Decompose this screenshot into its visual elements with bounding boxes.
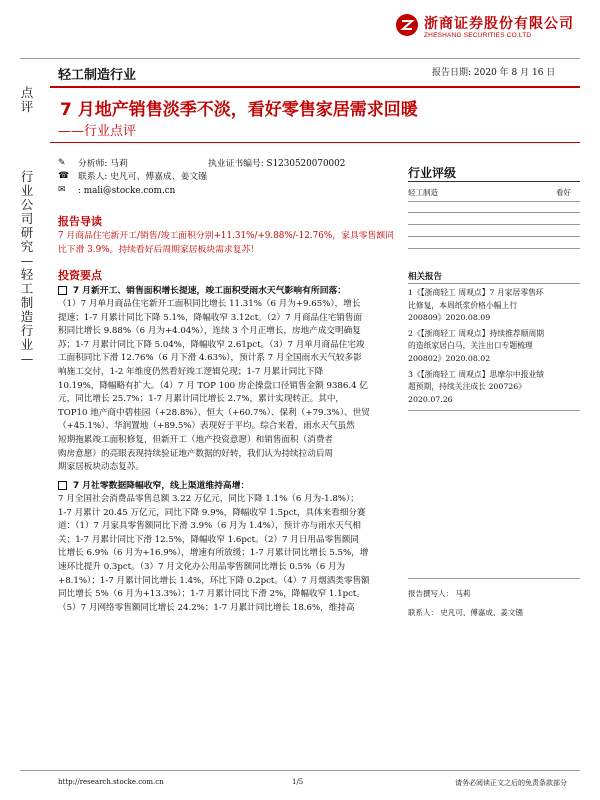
bullet-1-line: 积同比增长 9.88%（6 月为+4.04%），连续 3 个月正增长，房地产成交明确复	[58, 326, 361, 337]
author-rule	[408, 578, 580, 579]
bullet-2-line: +8.1%）；1-7 月累计同比增长 1.4%，环比下降 0.2pct。（4）7 月烟酒类零售额	[58, 575, 370, 586]
guide-heading: 报告导读	[58, 215, 102, 228]
side-label: 点评	[20, 85, 34, 114]
page-number: 1/5	[292, 778, 304, 786]
bullet-1-line: 短期拖累竣工面积修复，但新开工（地产投资意愿）和销售面积（消费者	[58, 434, 334, 445]
footer-rule	[20, 770, 580, 771]
title-bottom-rule	[50, 142, 580, 143]
related-item-line: 200809》2020.08.09	[408, 313, 491, 323]
header-rule	[20, 58, 580, 59]
bullet-1-line: 元，同比增长 25.7%；1-7 月累计同比增长 2.7%，累计实现转正。其中，	[58, 394, 345, 405]
sidebar-rule-1	[408, 212, 580, 213]
rating-title: 行业评级	[408, 166, 457, 180]
bullet-2-line: 关；1-7 月累计同比下滑 12.5%，降幅收窄 1.6pct。（2）7 月日用品零售额同	[58, 534, 359, 545]
rating-rule-top	[408, 181, 580, 182]
email-icon: ✉	[58, 185, 66, 195]
report-author: 报告撰写人： 马莉	[408, 589, 471, 598]
bullet-2-line: 1-7 月累计 20.45 万亿元，同比下降 9.9%，降幅收窄 1.5pct，具体来看细分赛	[58, 507, 366, 518]
bullet-2-marker	[58, 481, 67, 490]
bullet-1-line: TOP10 地产商中碧桂园（+28.8%）、恒大（+60.7%）、保利（+79.3%）、世贸	[58, 407, 370, 418]
bullet-1-line: 提速；1-7 月累计同比下降 5.1%，降幅收窄 3.12ct。（2）7 月商品住宅销售面	[58, 312, 363, 323]
related-item-line: 比修复，本周纸浆价格小幅上行	[408, 300, 518, 310]
sidebar-rule-4	[408, 248, 580, 249]
industry-label: 轻工制造行业	[58, 68, 137, 83]
bullet-1-title-text: 7 月新开工、销售面积增长提速，竣工面积受雨水天气影响有所回落：	[73, 286, 347, 296]
bullet-2-title-text: 7 月社零数据降幅收窄，线上渠道维持高增：	[73, 481, 250, 491]
disclaimer-note: 请务必阅读正文之后的免责条款部分	[455, 779, 567, 787]
bullet-2-title	[58, 478, 398, 491]
bullet-1-title	[58, 283, 398, 296]
bullet-1-line: （+45.1%）、华润置地（+89.5%）表现好于平均。综合来看，雨水天气虽然	[58, 421, 355, 432]
report-title: 7 月地产销售淡季不淡，看好零售家居需求回暖	[60, 100, 418, 120]
rating-value: 看好	[556, 188, 571, 197]
related-item-line: 1《【浙商轻工 周观点】7 月家居零售环	[408, 288, 544, 297]
related-title: 相关报告	[408, 272, 443, 282]
bullet-1-line: 购房意愿）的亮眼表现持续验证地产数据的好转，我们认为持续拉动后周	[58, 448, 334, 459]
analyst-email: : mali@stocke.com.cn	[78, 186, 176, 196]
bullet-2-line: 比增长 6.9%（6 月为+16.9%），增速有所放缓；1-7 月累计同比增长 5.5%，增	[58, 548, 369, 559]
contacts: 联系人: 史凡可、傅嘉成、姜文镪	[78, 172, 207, 182]
analyst-icon: ✎	[58, 158, 66, 168]
vertical-section-label: 行业公司研究—轻工制造行业—	[20, 169, 34, 366]
sidebar-rule-3	[408, 236, 580, 237]
footer-url[interactable]: http://research.stocke.com.cn	[58, 778, 164, 786]
bullet-2-line: 道：（1）7 月家具零售额同比下滑 3.9%（6 月为 1.4%），预计亦与雨水天气相	[58, 521, 362, 532]
company-logo-icon	[396, 14, 418, 36]
analyst-cert: 执业证书编号: S1230520070002	[208, 159, 346, 169]
rating-rule-bottom	[408, 201, 580, 202]
report-date: 报告日期: 2020 年 8 月 16 日	[432, 68, 556, 78]
related-item-line: 超预期，持续关注成长 200726》	[408, 382, 527, 392]
related-item-line: 200802》2020.08.02	[408, 353, 491, 363]
contact-icon: ☎	[58, 171, 70, 181]
report-subtitle: ——行业点评	[58, 124, 137, 139]
bullet-2-line: 同比增长 5%（6 月为+13.3%）；1-7 月累计同比下滑 2%，降幅收窄 1.1pct。	[58, 589, 365, 600]
bullet-2-line: （5）7 月网络零售额同比增长 24.2%；1-7 月累计同比增长 18.6%，维持高	[58, 602, 355, 613]
guide-text: 7 月商品住宅新开工/销售/竣工面积分别+11.31%/+9.88%/-12.76%，家具零售额同比下滑 3.9%。持续看好后周期家居板块需求复苏！	[58, 231, 394, 255]
related-rule	[408, 283, 580, 284]
report-contacts: 联系人： 史凡可、傅嘉成、姜文镪	[408, 608, 523, 617]
company-name-cn: 浙商证券股份有限公司	[424, 16, 574, 32]
bullet-1-line: 10.19%，降幅略有扩大。（4）7 月 TOP 100 房企操盘口径销售金额 9386.4 亿	[58, 380, 368, 391]
related-item-line: 2020.07.26	[408, 394, 453, 404]
bullet-1-line: 期家居板块动态复苏。	[58, 462, 144, 473]
bullet-1-marker	[58, 286, 67, 295]
bullet-2-line: 速环比提升 0.3pct。（3）7 月文化办公用品零售额同比增长 0.5%（6 月为	[58, 561, 346, 572]
points-heading: 投资要点	[58, 269, 102, 282]
bullet-2-body	[58, 493, 398, 615]
rating-sector: 轻工制造	[408, 188, 438, 197]
related-item-line: 3《【浙商轻工 周观点】思摩尔中报业绩	[408, 369, 545, 379]
related-list	[408, 287, 580, 406]
bullet-1-line: （1）7 月单月商品住宅新开工面积同比增长 11.31%（6 月为+9.65%），增长	[58, 299, 361, 309]
bullet-1-line: 苏；1-7 月累计同比下降 5.04%，降幅收窄 2.61pct。（3）7 月单月商品住宅竣	[58, 339, 365, 350]
bullet-1-body	[58, 298, 398, 475]
sidebar-rule-2	[408, 224, 580, 225]
company-name-en: ZHESHANG SECURITIES CO.LTD	[424, 32, 532, 39]
bullet-1-line: 响施工交付，1-2 年维度仍然看好竣工逻辑兑现；1-7 月累计同比下降	[58, 366, 324, 377]
analyst-name: 分析师: 马莉	[78, 159, 128, 169]
related-item-line: 2《【浙商轻工 周观点】持续推荐顺周期	[408, 328, 545, 338]
bullet-2-line: 7 月全国社会消费品零售总额 3.22 万亿元，同比下降 1.1%（6 月为-1.8%）；	[58, 494, 359, 504]
title-top-rule	[50, 86, 580, 88]
related-bottom-rule	[408, 410, 580, 411]
related-item-line: 的造纸家居白马，关注出口专题梳理	[408, 341, 533, 351]
bullet-1-line: 工面积同比下滑 12.76%（6 月下滑 4.63%），预计系 7 月全国雨水天气较多影	[58, 353, 362, 364]
